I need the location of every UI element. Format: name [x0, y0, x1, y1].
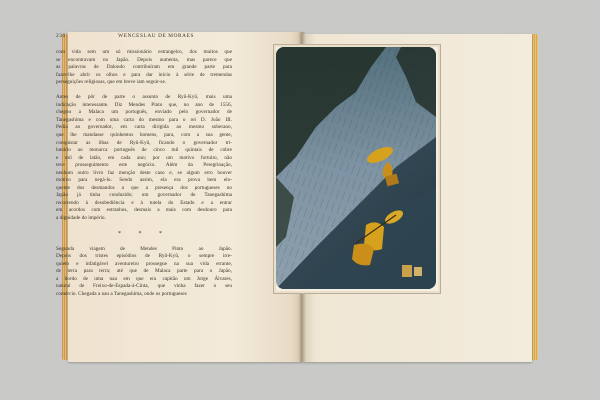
text-line: recorrendo à desobediência e à tutela do Estado e a entrar	[56, 199, 232, 206]
text-line: quieto e infatigável aventureiro prossegue na sua vida errante,	[56, 260, 232, 267]
text-line: butário ao monarca português de cinco mil quintais de cobre	[56, 147, 232, 154]
body-text	[56, 49, 232, 299]
text-line: quente dos desmandos a que a presença dos portugueses no	[56, 184, 232, 191]
paragraph-3	[56, 246, 232, 299]
text-line: Japão já tinha conduzido; um governador de Tanegashima	[56, 192, 232, 199]
text-line: natural de Freixo-de-Espada-à-Cinta, que vinha fazer o seu	[56, 283, 232, 290]
text-line: Antes de pôr de parte o assunto de Ryû-Kyû, mais uma	[56, 94, 232, 101]
running-title: WENCESLAU DE MORAES	[118, 33, 194, 39]
paragraph-1	[56, 49, 232, 87]
text-line: Tanegashima e com uma carta do mesmo para o rei D. João III.	[56, 116, 232, 123]
text-line: fazer-lhe abrir os olhos e para dar início à série de tremendas	[56, 71, 232, 78]
text-line: com vida sem um só missionário estrangeiro, dos muitos que	[56, 49, 232, 55]
text-line: a dignidade do império.	[56, 215, 106, 222]
rain-scene-image	[276, 47, 436, 289]
text-line: em acordos com estranhos, desmais a mais com desdouro para	[56, 207, 232, 214]
running-head	[56, 33, 232, 39]
text-line: conquistar as ilhas de Ryû-Kyû, ficando o governador tri-	[56, 139, 232, 146]
text-line: se encontravam no Japão. Depois aumenta, mas parece que	[56, 56, 232, 63]
text-line: teve prosseguimento este negócio. Além da Peregrinação,	[56, 162, 232, 169]
text-line: nenhum outro livro faz menção deste caso e, se algum erro houver	[56, 169, 232, 176]
text-line: comércio. Chegada a nau a Tanegashima, onde os portugueses	[56, 290, 187, 297]
text-line: que lhe mandasse quinhentos homens, para, com a sua gente,	[56, 132, 232, 139]
woodblock-illustration	[276, 47, 436, 289]
text-line: e mil de latão, em cada ano; por um motivo fortuito, não	[56, 154, 232, 161]
text-line: chegou a Malaca um português, enviado pelo governador de	[56, 109, 232, 116]
text-line: de terra para terra; até que de Malaca parte para o Japão,	[56, 268, 232, 275]
text-line: motivo para negá-lo. Sendo assim, ela era prova bem elo-	[56, 177, 232, 184]
text-line: Pedia ao governador, em carta dirigida ao mesmo soberano,	[56, 124, 232, 131]
text-line: a bordo de uma nau em que era capitão um Jorge Álvares,	[56, 275, 232, 282]
text-line: as palavras de Dalondo contribuíram em grande parte para	[56, 64, 232, 71]
text-line: Segunda viagem de Mendes Pinto ao Japão.	[56, 245, 232, 252]
section-separator: * * *	[118, 231, 170, 238]
page-number: 236	[56, 33, 66, 39]
paragraph-2	[56, 94, 232, 222]
text-line: perseguições religiosas, que em breve iam seguir-se.	[56, 79, 167, 86]
text-line: indicação interessante. Diz Mendes Pinto que, no ano de 1556,	[56, 101, 232, 108]
text-line: Depois dos tristes episódios de Ryû-Kyû, o sempre irre-	[56, 253, 232, 260]
